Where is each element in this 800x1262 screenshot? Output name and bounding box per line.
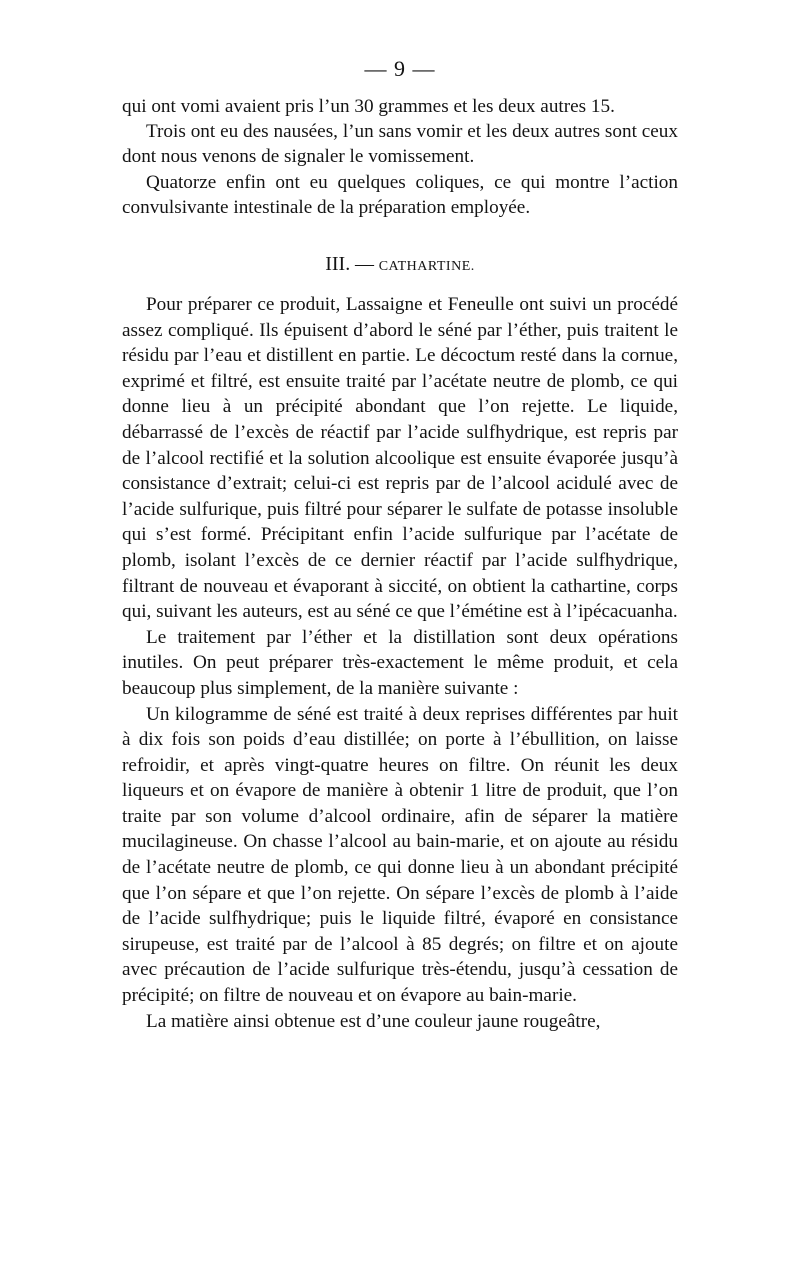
paragraph-colic: Quatorze enfin ont eu quelques coliques, ce qui montre l’action convulsivante intestinale de la préparation employée. [122,171,678,218]
page-number: — 9 — [364,56,436,81]
paragraph-nausea: Trois ont eu des nausées, l’un sans vomir et les deux autres sont ceux dont nous venons de signaler le vomissement. [122,121,678,168]
section-heading [0,253,800,276]
section-dash: — [350,254,379,275]
paragraph-procedure: Un kilogramme de séné est traité à deux reprises différentes par huit à dix fois son poids d’eau distillée; on porte à l’ébullition, on laisse refroidir, et après vingt-quatre heures on filtre. On réunit les deux liqueurs et on évapore de manière à obtenir 1 litre de produit, que l’on traite par son volume d’alcool ordinaire, afin de séparer la matière mucilagineuse. On chasse l’alcool au bain-marie, et on ajoute au résidu de l’acétate neutre de plomb, ce qui donne lieu à un abondant précipité que l’on sépare et que l’on rejette. On sépare l’excès de plomb à l’aide de l’acide sulfhydrique; puis le liquide filtré, évaporé en consistance sirupeuse, est traité par de l’alcool à 85 degrés; on filtre et on ajoute avec précaution de l’acide sulfurique très-étendu, jusqu’à cessation de précipité; on filtre de nouveau et on évapore au bain-marie. [122,703,678,1007]
main-text-block [122,292,678,1034]
top-text-block [122,94,678,220]
paragraph-result: La matière ainsi obtenue est d’une couleur jaune rougeâtre, [146,1010,601,1032]
section-title: CATHARTINE. [378,259,475,274]
paragraph-simplification: Le traitement par l’éther et la distillation sont deux opérations inutiles. On peut préparer très-exactement le même produit, et cela beaucoup plus simplement, de la manière suivante : [122,626,678,699]
section-numeral: III. [325,253,351,275]
paragraph-continued: qui ont vomi avaient pris l’un 30 grammes et les deux autres 15. [122,96,615,117]
paragraph-preparation: Pour préparer ce produit, Lassaigne et Feneulle ont suivi un procédé assez compliqué. Ils épuisent d’abord le séné par l’éther, puis traitent le résidu par l’eau et distillent en partie. Le décoctum resté dans la cornue, exprimé et filtré, est ensuite traité par l’acétate neutre de plomb, ce qui donne lieu à un précipité abondant que l’on rejette. Le liquide, débarrassé de l’excès de réactif par l’acide sulfhydrique, est repris par de l’alcool rectifié et la solution alcoolique est ensuite évaporée jusqu’à consistance d’extrait; celui-ci est repris par de l’alcool acidulé avec de l’acide sulfurique, puis filtré pour séparer le sulfate de potasse insoluble qui s’est formé. Précipitant enfin l’acide sulfurique par l’acétate de plomb, isolant l’excès de ce dernier réactif par l’acide sulfhydrique, filtrant de nouveau et évaporant à siccité, on obtient la cathartine, corps qui, suivant les auteurs, est au séné ce que l’émétine est à l’ipécacuanha. [122,294,678,623]
